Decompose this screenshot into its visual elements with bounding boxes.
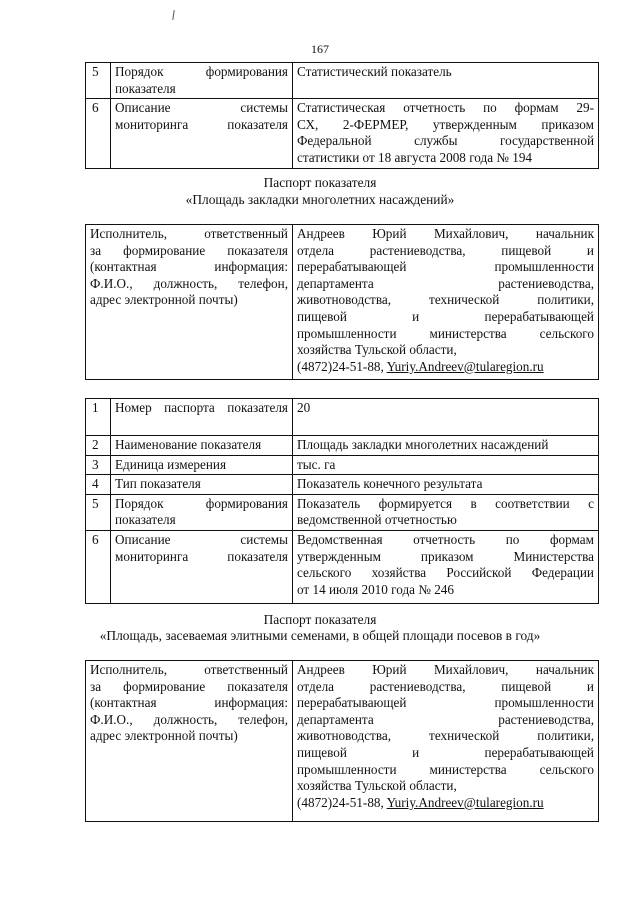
row-label: Номер паспорта показателя xyxy=(111,399,293,436)
value-line: пищевой и перерабатывающей xyxy=(297,308,594,324)
passport-rows-table xyxy=(85,398,599,604)
value-line: от 14 июля 2010 года № 246 xyxy=(297,581,454,597)
email-link[interactable]: Yuriy.Andreev@tularegion.ru xyxy=(386,794,544,810)
row-number: 4 xyxy=(86,475,111,495)
executor-value xyxy=(293,225,599,380)
value-line: отдела растениеводства, пищевой и xyxy=(297,678,594,694)
top-table xyxy=(85,62,599,169)
row-number: 3 xyxy=(86,455,111,475)
contact-line xyxy=(297,795,594,812)
value-line: хозяйства Тульской области, xyxy=(297,342,457,358)
label-line: Исполнитель, ответственный xyxy=(90,226,288,241)
value-line: СХ, 2-ФЕРМЕР, утвержденным приказом xyxy=(297,116,594,132)
row-value: Показатель формируется в соответствии с ведомственной отчетностью xyxy=(293,494,599,530)
table-row xyxy=(86,475,599,495)
row-value: 20 xyxy=(293,399,599,436)
value-line: пищевой и перерабатывающей xyxy=(297,744,594,760)
phone-number: (4872)24-51-88, xyxy=(297,358,387,374)
label-line: Ф.И.О., должность, телефон, xyxy=(90,275,288,291)
row-number: 1 xyxy=(86,399,111,436)
row-label: Тип показателя xyxy=(111,475,293,495)
row-number: 6 xyxy=(86,530,111,603)
row-label: Порядок формирования показателя xyxy=(111,494,293,530)
row-label: Единица измерения xyxy=(111,455,293,475)
value-line: отдела растениеводства, пищевой и xyxy=(297,242,594,258)
table-row xyxy=(86,436,599,456)
value-line: сельского хозяйства Российской Федерации xyxy=(297,565,594,581)
table-row xyxy=(86,99,599,168)
label-line: Исполнитель, ответственный xyxy=(90,662,288,677)
label-line: адрес электронной почты) xyxy=(90,292,238,308)
row-value: Показатель конечного результата xyxy=(293,475,599,495)
passport-title: «Площадь, засеваемая элитными семенами, в общей площади посевов в год» xyxy=(99,628,541,643)
label-line: адрес электронной почты) xyxy=(90,728,238,744)
table-row xyxy=(86,530,599,603)
value-line: Ведомственная отчетность по формам xyxy=(297,531,594,547)
row-label: Описание системы мониторинга показателя xyxy=(111,99,293,168)
table-row xyxy=(86,63,599,99)
contact-line xyxy=(297,359,594,376)
scan-mark xyxy=(172,10,174,20)
value-line: статистики от 18 августа 2008 года № 194 xyxy=(297,149,533,165)
phone-number: (4872)24-51-88, xyxy=(297,794,387,810)
value-line: перерабатывающей промышленности xyxy=(297,695,594,711)
row-value xyxy=(293,530,599,603)
value-line: Федеральной службы государственной xyxy=(297,133,594,149)
label-line: Ф.И.О., должность, телефон, xyxy=(90,711,288,727)
row-value: Статистический показатель xyxy=(293,63,599,99)
table-row xyxy=(86,661,599,822)
executor-value xyxy=(293,661,599,822)
table-row xyxy=(86,455,599,475)
passport-heading: Паспорт показателя xyxy=(263,612,377,627)
label-line: (контактная информация: xyxy=(90,695,288,711)
value-line: животноводства, технической политики, xyxy=(297,292,594,308)
label-line: за формирование показателя xyxy=(90,242,288,258)
label-line: (контактная информация: xyxy=(90,259,288,275)
passport-title: «Площадь закладки многолетних насаждений» xyxy=(185,192,455,207)
passport-heading: Паспорт показателя xyxy=(263,175,377,190)
value-line: департамента растениеводства, xyxy=(297,711,594,727)
row-number: 6 xyxy=(86,99,111,168)
executor-table xyxy=(85,660,599,822)
value-line: утвержденным приказом Министерства xyxy=(297,548,594,564)
value-line: Статистическая отчетность по формам 29- xyxy=(297,100,594,116)
page-number: 167 xyxy=(311,42,329,56)
row-label: Наименование показателя xyxy=(111,436,293,456)
value-line: Андреев Юрий Михайлович, начальник xyxy=(297,662,594,677)
label-line: за формирование показателя xyxy=(90,678,288,694)
table-row xyxy=(86,399,599,436)
executor-table xyxy=(85,224,599,380)
value-line: перерабатывающей промышленности xyxy=(297,259,594,275)
row-label: Описание системы мониторинга показателя xyxy=(111,530,293,603)
email-link[interactable]: Yuriy.Andreev@tularegion.ru xyxy=(386,358,544,374)
value-line: промышленности министерства сельского xyxy=(297,325,594,341)
value-line: Андреев Юрий Михайлович, начальник xyxy=(297,226,594,241)
table-row xyxy=(86,225,599,380)
row-value xyxy=(293,99,599,168)
value-line: хозяйства Тульской области, xyxy=(297,778,457,794)
table-row xyxy=(86,494,599,530)
row-label: Порядок формирования показателя xyxy=(111,63,293,99)
row-number: 5 xyxy=(86,494,111,530)
executor-label xyxy=(86,225,293,380)
value-line: животноводства, технической политики, xyxy=(297,728,594,744)
row-number: 2 xyxy=(86,436,111,456)
value-line: промышленности министерства сельского xyxy=(297,761,594,777)
executor-label xyxy=(86,661,293,822)
row-number: 5 xyxy=(86,63,111,99)
row-value: тыс. га xyxy=(293,455,599,475)
row-value: Площадь закладки многолетних насаждений xyxy=(293,436,599,456)
value-line: департамента растениеводства, xyxy=(297,275,594,291)
